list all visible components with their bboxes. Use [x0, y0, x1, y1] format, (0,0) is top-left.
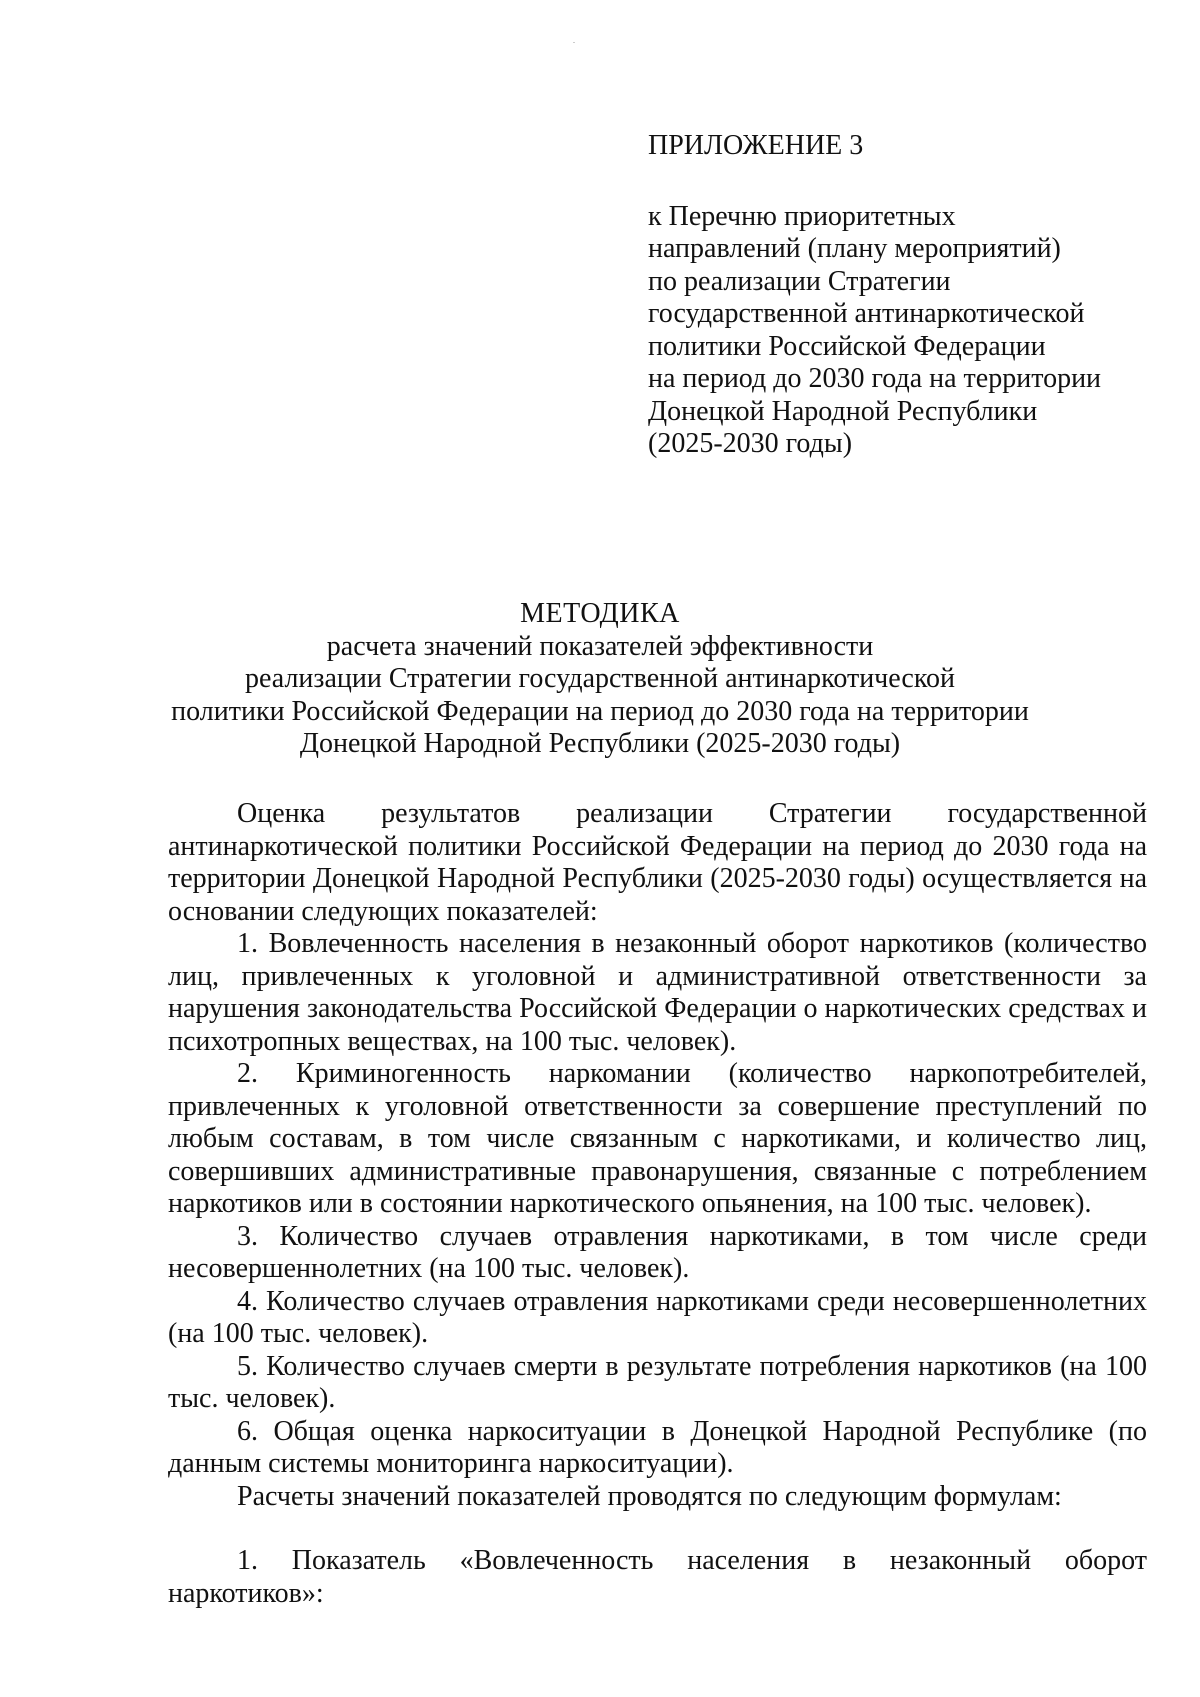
appendix-line: государственной антинаркотической — [648, 298, 1085, 329]
methodology-subtitle-line: реализации Стратегии государственной антинаркотической — [245, 663, 955, 694]
document-body — [168, 798, 1147, 1610]
scan-speck — [573, 42, 575, 43]
methodology-subtitle-line: расчета значений показателей эффективности — [326, 630, 874, 662]
indicator-list-item: 5. Количество случаев смерти в результате потребления наркотиков (на 100 тыс. человек). — [168, 1350, 1147, 1414]
formulas-intro: Расчеты значений показателей проводятся по следующим формулам: — [237, 1480, 1062, 1512]
indicator-list-item: 4. Количество случаев отравления наркотиками среди несовершеннолетних (на 100 тыс. человек). — [168, 1285, 1147, 1349]
indicator-list-item: 2. Криминогенность наркомании (количество наркопотребителей, привлеченных к уголовной ответственности за совершение преступлений по любым составам, в том числе связанным с наркотиками, и количество лиц, совершивших административные правонарушения, связанные с потреблением наркотиков или в состоянии наркотического опьянения, на 100 тыс. человек). — [168, 1058, 1147, 1219]
appendix-line: по реализации Стратегии — [648, 265, 951, 297]
indicator-list-item: 3. Количество случаев отравления наркотиками, в том числе среди несовершеннолетних (на 100 тыс. человек). — [168, 1220, 1147, 1284]
intro-paragraph: Оценка результатов реализации Стратегии государственной антинаркотической политики Российской Федерации на период до 2030 года на территории Донецкой Народной Республики (2025-2030 годы) осуществляется на основании следующих показателей: — [168, 798, 1147, 927]
appendix-line: (2025-2030 годы) — [648, 428, 853, 459]
appendix-line: направлений (плану мероприятий) — [648, 233, 1061, 264]
indicator-1-heading: 1. Показатель «Вовлеченность населения в незаконный оборот наркотиков»: — [168, 1545, 1147, 1609]
methodology-heading — [150, 598, 1050, 761]
methodology-subtitle-line: политики Российской Федерации на период до 2030 года на территории — [171, 695, 1029, 727]
appendix-title: ПРИЛОЖЕНИЕ 3 — [648, 130, 864, 161]
methodology-title: МЕТОДИКА — [520, 598, 680, 629]
indicator-list-item: 6. Общая оценка наркоситуации в Донецкой Народной Республике (по данным системы мониторинга наркоситуации). — [168, 1415, 1147, 1479]
appendix-line: к Перечню приоритетных — [648, 200, 956, 232]
appendix-block — [648, 130, 1128, 461]
appendix-line: Донецкой Народной Республики — [648, 395, 1038, 427]
appendix-line: политики Российской Федерации — [648, 330, 1046, 362]
methodology-subtitle-line: Донецкой Народной Республики (2025-2030 годы) — [299, 728, 901, 759]
appendix-line: на период до 2030 года на территории — [648, 363, 1102, 394]
indicator-list-item: 1. Вовлеченность населения в незаконный оборот наркотиков (количество лиц, привлеченных к уголовной и административной ответственности за нарушения законодательства Российской Федерации о наркотических средствах и психотропных веществах, на 100 тыс. человек). — [168, 928, 1147, 1057]
